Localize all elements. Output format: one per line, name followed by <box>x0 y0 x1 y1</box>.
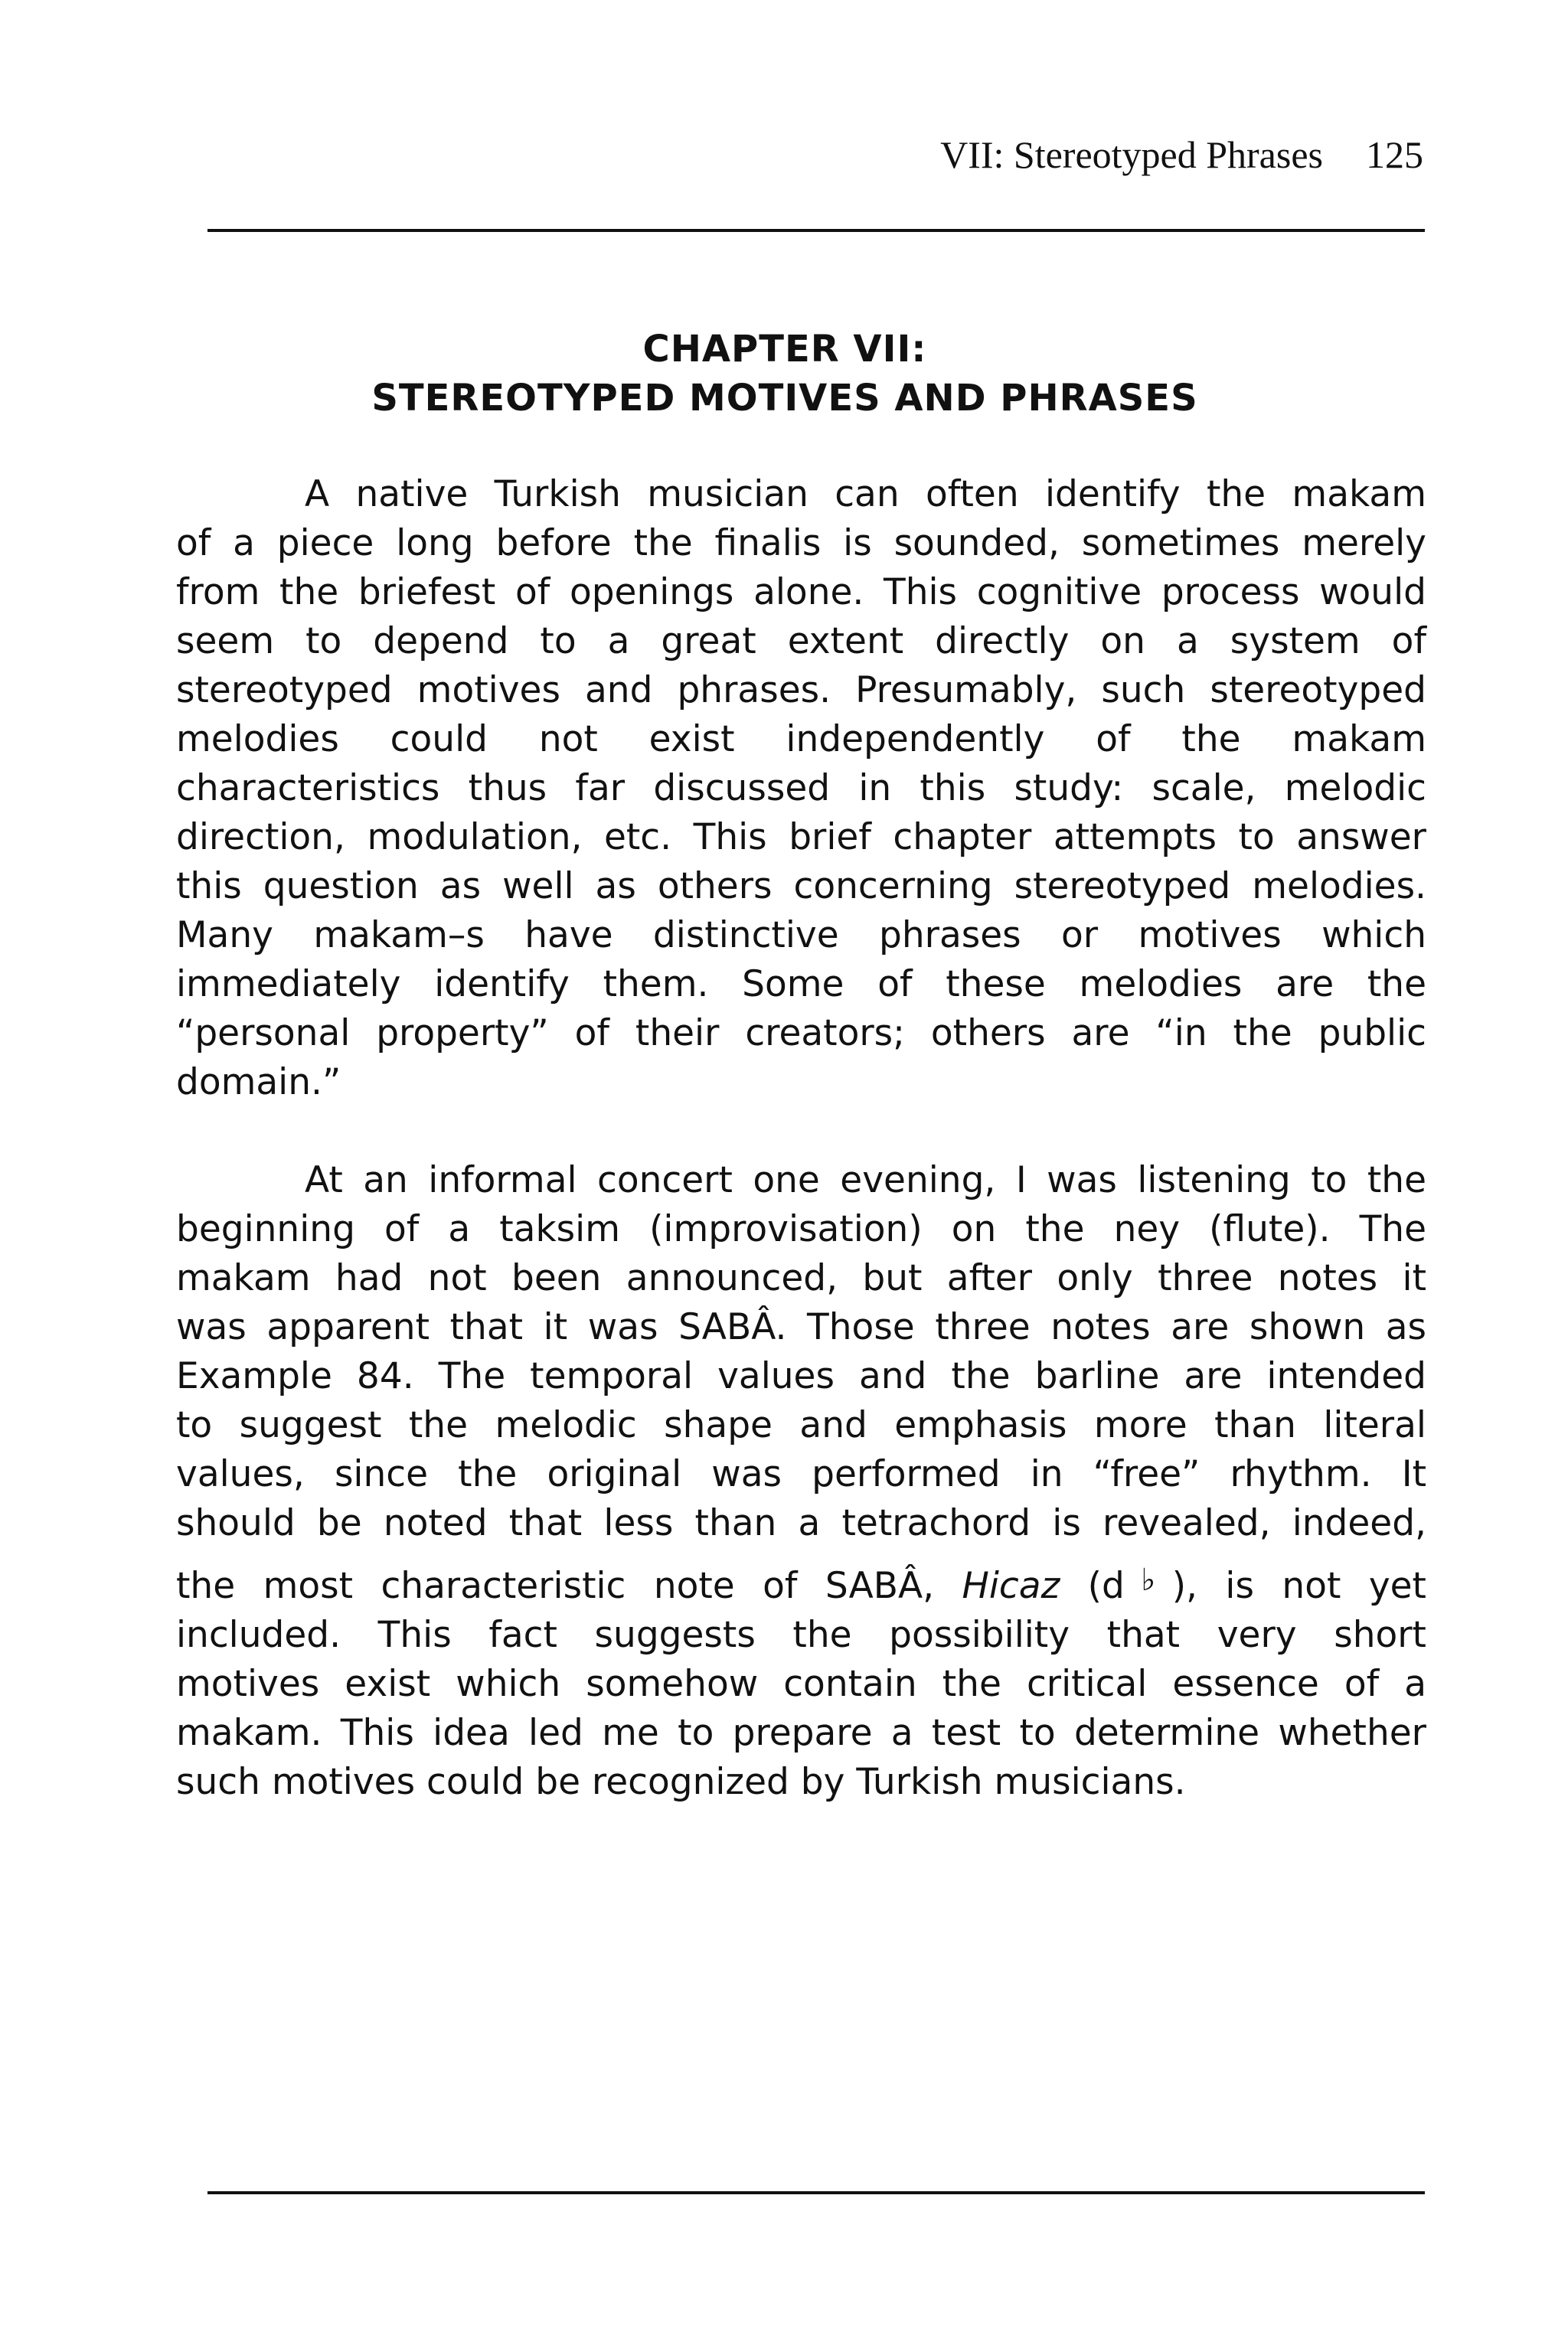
paragraph-2 <box>176 1156 1426 1807</box>
text-segment: (d <box>1060 1565 1125 1607</box>
text-line: characteristics thus far discussed in this study: scale, melodic <box>176 767 1426 809</box>
text-line: melodies could not exist independently of the makam <box>176 718 1426 760</box>
page-number: 125 <box>1366 133 1423 176</box>
text-line: domain.” <box>176 1061 341 1103</box>
text-segment: ), is not yet <box>1171 1565 1426 1607</box>
italic-term: Hicaz <box>962 1565 1060 1607</box>
running-head <box>940 132 1423 178</box>
text-line: included. This fact suggests the possibility that very short <box>176 1614 1426 1656</box>
text-line: Many makam–s have distinctive phrases or motives which <box>176 914 1426 956</box>
text-line-with-symbol <box>176 1548 1426 1611</box>
text-line: A native Turkish musician can often identify the makam <box>305 473 1426 515</box>
text-line: this question as well as others concerning stereotyped melodies. <box>176 865 1426 907</box>
text-line: immediately identify them. Some of these melodies are the <box>176 963 1426 1005</box>
chapter-heading <box>176 325 1393 423</box>
running-head-title: VII: Stereotyped Phrases <box>940 133 1323 176</box>
text-line: such motives could be recognized by Turkish musicians. <box>176 1761 1186 1803</box>
bottom-rule <box>207 2191 1425 2194</box>
text-line: “personal property” of their creators; others are “in the public <box>176 1012 1426 1054</box>
paragraph-1 <box>176 470 1426 1107</box>
text-line: makam had not been announced, but after only three notes it <box>176 1257 1426 1299</box>
chapter-title: STEREOTYPED MOTIVES AND PHRASES <box>371 377 1198 420</box>
text-segment: the most characteristic note of SABÂ, <box>176 1565 962 1607</box>
text-line: stereotyped motives and phrases. Presumably, such stereotyped <box>176 669 1426 711</box>
text-line: values, since the original was performed in “free” rhythm. It <box>176 1453 1426 1495</box>
text-line: Example 84. The temporal values and the barline are intended <box>176 1355 1426 1397</box>
text-line: makam. This idea led me to prepare a test to determine whether <box>176 1712 1426 1754</box>
text-line: from the briefest of openings alone. This cognitive process would <box>176 571 1426 613</box>
text-line: motives exist which somehow contain the critical essence of a <box>176 1663 1426 1705</box>
chapter-number: CHAPTER VII: <box>642 328 927 371</box>
text-line: At an informal concert one evening, I was listening to the <box>305 1159 1426 1201</box>
text-line: should be noted that less than a tetrachord is revealed, indeed, <box>176 1502 1426 1544</box>
text-line: beginning of a taksim (improvisation) on the ney (flute). The <box>176 1208 1426 1250</box>
text-line: of a piece long before the finalis is sounded, sometimes merely <box>176 522 1426 564</box>
text-line: was apparent that it was SABÂ. Those three notes are shown as <box>176 1306 1426 1348</box>
top-rule <box>207 229 1425 232</box>
text-line: seem to depend to a great extent directly on a system of <box>176 620 1426 662</box>
text-line: direction, modulation, etc. This brief chapter attempts to answer <box>176 816 1426 858</box>
half-flat-symbol-icon: ♭ <box>1124 1563 1172 1598</box>
text-line: to suggest the melodic shape and emphasis more than literal <box>176 1404 1426 1446</box>
